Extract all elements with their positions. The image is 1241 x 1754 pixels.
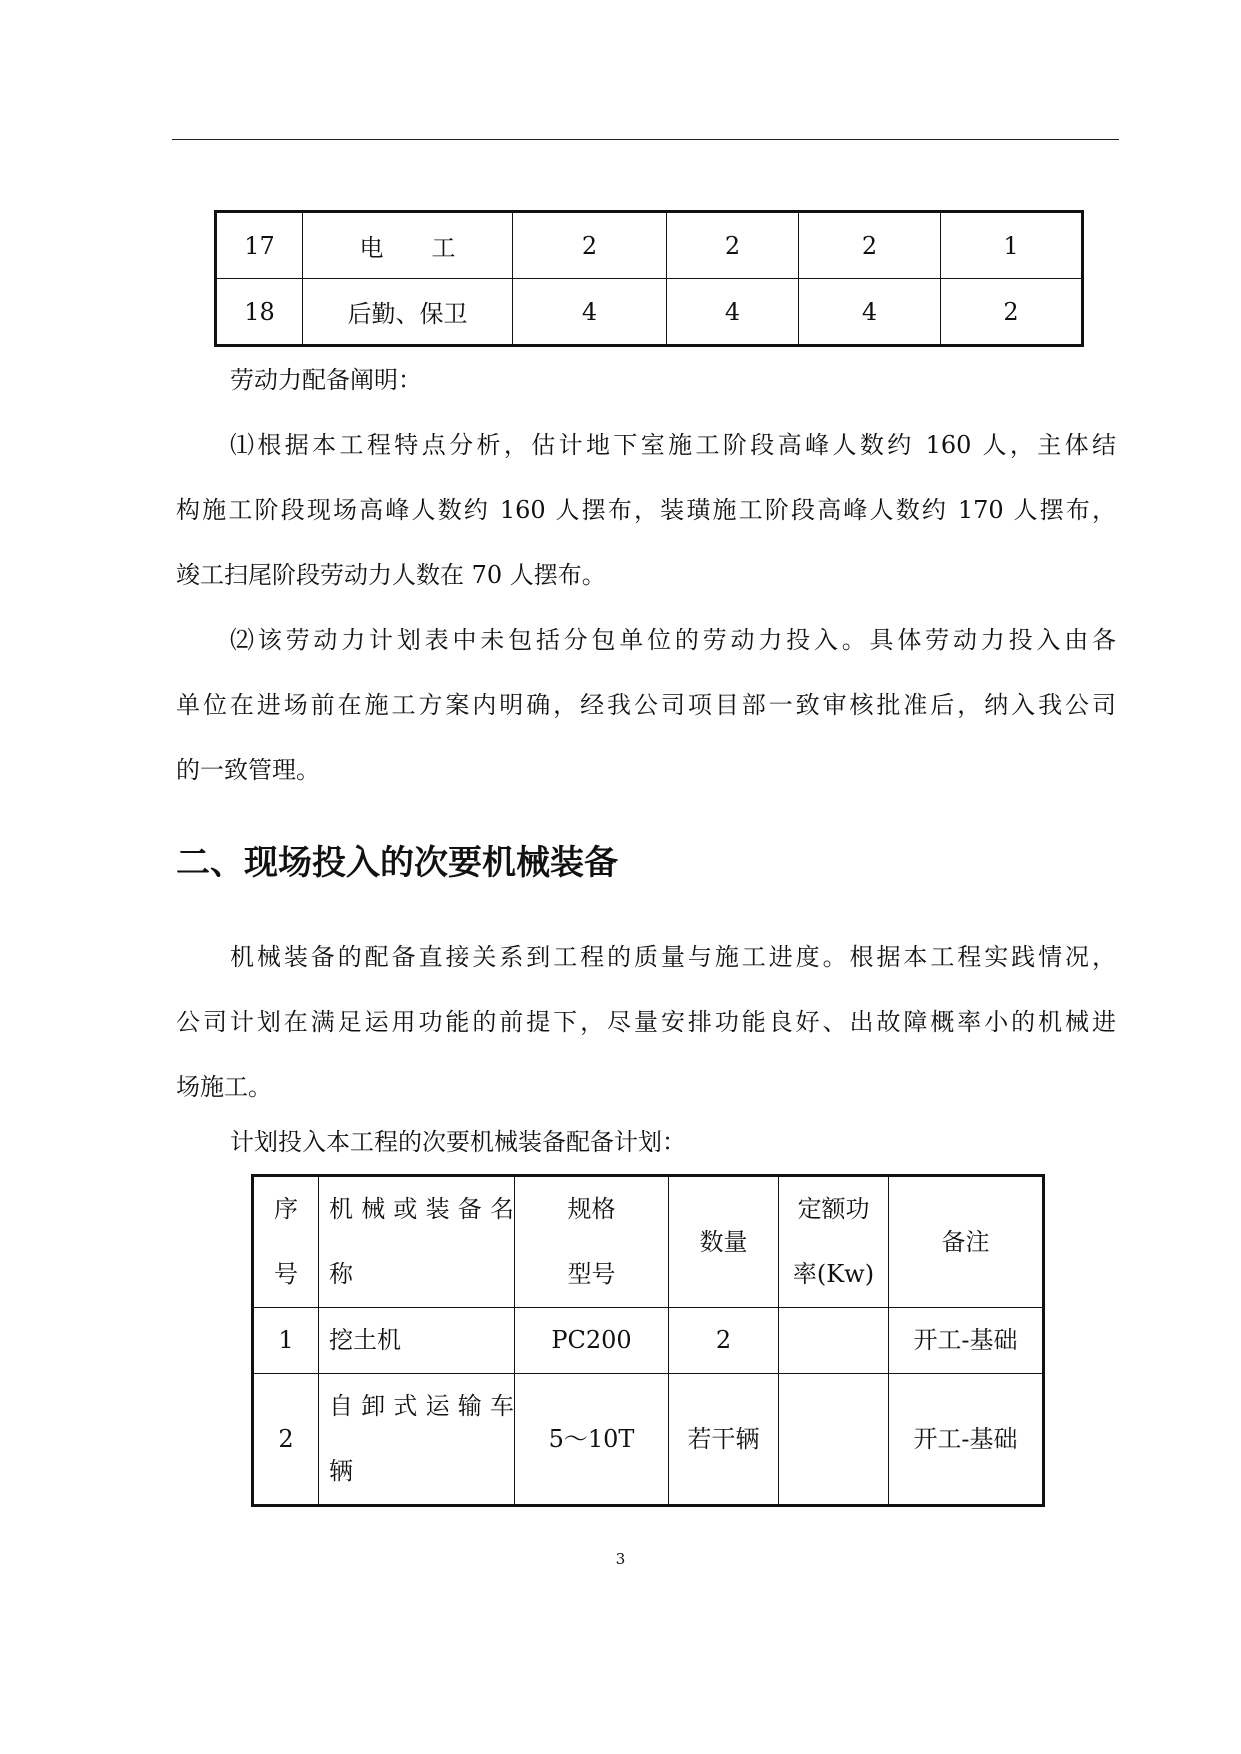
table-row [216,212,1083,279]
header-rule [172,139,1119,140]
paragraph-line: 构施工阶段现场高峰人数约 160 人摆布，装璜施工阶段高峰人数约 170 人摆布， [176,496,1116,524]
paragraph-line: 的一致管理。 [176,756,320,784]
paragraph-line: 场施工。 [176,1073,272,1101]
rated-power [779,1308,889,1374]
equipment-name: 挖土机 [319,1308,515,1374]
paragraph-line: 竣工扫尾阶段劳动力人数在 70 人摆布。 [176,561,606,589]
table-row [253,1374,1044,1506]
section-title: 二、现场投入的次要机械装备 [176,843,618,883]
count-cell: 2 [667,212,799,279]
count-cell: 4 [667,279,799,346]
equipment-table [251,1174,1045,1507]
header-specification [515,1176,669,1308]
paragraph-line: 公司计划在满足运用功能的前提下，尽量安排功能良好、出故障概率小的机械进 [176,1008,1116,1036]
paragraph-line: 机械装备的配备直接关系到工程的质量与施工进度。根据本工程实践情况， [230,943,1116,971]
remark: 开工-基础 [889,1374,1044,1506]
count-cell: 4 [513,279,667,346]
count-cell: 2 [941,279,1083,346]
header-text: 定额功 [797,1195,870,1223]
row-number: 17 [216,212,303,279]
paragraph-line: 单位在进场前在施工方案内明确，经我公司项目部一致审核批准后，纳入我公司 [176,691,1116,719]
remark: 开工-基础 [889,1308,1044,1374]
equipment-name-line: 自卸式运输车 [329,1392,514,1420]
equipment-name [319,1374,515,1506]
labor-note-heading [176,348,1116,413]
paragraph-line: ⑴根据本工程特点分析，估计地下室施工阶段高峰人数约 160 人，主体结 [230,431,1116,459]
trade-name: 电 工 [303,212,513,279]
equipment-plan-caption [176,1110,1116,1175]
equipment-plan-caption-text: 计划投入本工程的次要机械装备配备计划： [230,1128,686,1156]
equipment-name-line: 辆 [329,1457,353,1485]
table-header-row [253,1176,1044,1308]
header-equipment-name [319,1176,515,1308]
rated-power [779,1374,889,1506]
header-text: 序 [274,1195,298,1223]
row-number: 1 [253,1308,319,1374]
table-row [216,279,1083,346]
quantity: 2 [669,1308,779,1374]
specification: 5～10T [515,1374,669,1506]
labor-note-heading-text: 劳动力配备阐明： [230,366,422,394]
trade-name: 后勤、保卫 [303,279,513,346]
specification: PC200 [515,1308,669,1374]
header-text: 号 [274,1260,298,1288]
labor-note-paragraph-1 [176,413,1116,608]
header-text: 型号 [567,1260,616,1288]
count-cell: 1 [941,212,1083,279]
header-text: 规格 [567,1195,616,1223]
equipment-intro-paragraph [176,925,1116,1120]
labor-table [214,210,1084,347]
row-number: 2 [253,1374,319,1506]
labor-note-paragraph-2 [176,608,1116,803]
header-text: 率(Kw) [792,1260,875,1288]
header-text: 称 [329,1260,353,1288]
paragraph-line: ⑵该劳动力计划表中未包括分包单位的劳动力投入。具体劳动力投入由各 [230,626,1116,654]
header-remark: 备注 [889,1176,1044,1308]
header-text: 机械或装备名 [329,1195,514,1223]
count-cell: 4 [799,279,941,346]
page-number: 3 [615,1550,626,1568]
row-number: 18 [216,279,303,346]
quantity: 若干辆 [669,1374,779,1506]
header-rated-power [779,1176,889,1308]
count-cell: 2 [513,212,667,279]
header-quantity: 数量 [669,1176,779,1308]
header-number [253,1176,319,1308]
count-cell: 2 [799,212,941,279]
table-row [253,1308,1044,1374]
